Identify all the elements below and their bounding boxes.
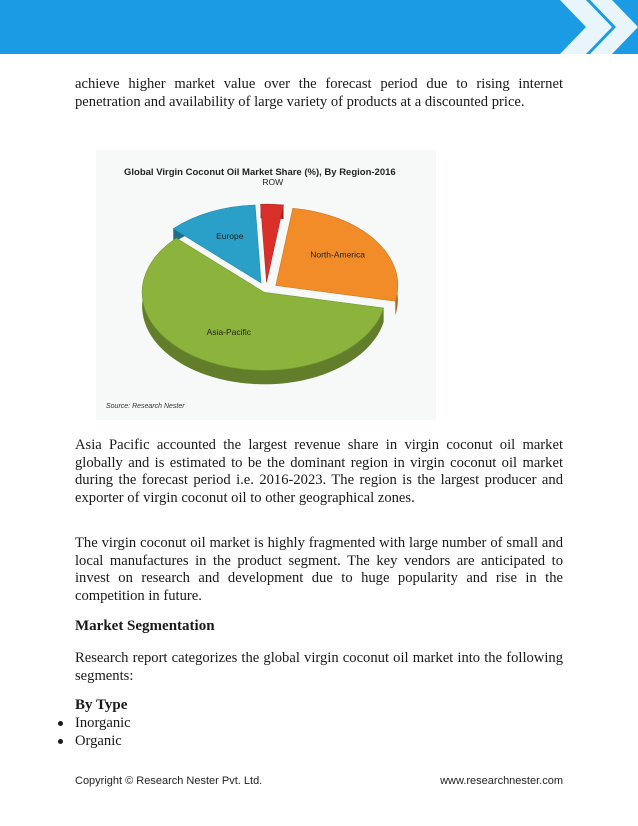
segmentation-paragraph: Research report categorizes the global virgin coconut oil market into the following segments: — [75, 650, 563, 684]
type-organic: Organic — [75, 733, 122, 749]
website-link[interactable]: www.researchnester.com — [440, 775, 563, 787]
chart-title: Global Virgin Coconut Oil Market Share (%), By Region-2016 — [124, 167, 396, 178]
pie-chart — [96, 150, 436, 420]
pie-label-asia-pacific: Asia-Pacific — [206, 327, 252, 338]
copyright-text: Copyright © Research Nester Pvt. Ltd. — [75, 775, 263, 787]
pie-label-north-america: North-America — [310, 249, 366, 260]
type-list — [58, 714, 131, 750]
banner-bar — [0, 0, 638, 54]
intro-paragraph: achieve higher market value over the forecast period due to rising internet penetration and availability of large variety of products at a discounted price. — [75, 76, 563, 110]
pie-label-row: ROW — [262, 176, 284, 187]
header-banner — [0, 0, 638, 54]
list-item — [58, 714, 131, 732]
type-inorganic: Inorganic — [75, 715, 131, 731]
list-item — [58, 732, 131, 750]
by-type-heading: By Type — [75, 697, 128, 713]
pie-label-europe: Europe — [216, 230, 244, 241]
vendors-paragraph: The virgin coconut oil market is highly fragmented with large number of small and local manufactures in the product segment. The key vendors are anticipated to invest on research and development due to huge popularity and rise in the competition in future. — [75, 535, 563, 604]
bullet-icon — [58, 739, 63, 744]
page-footer — [75, 775, 563, 791]
segmentation-heading: Market Segmentation — [75, 618, 215, 634]
asia-pacific-paragraph: Asia Pacific accounted the largest revenue share in virgin coconut oil market globally and is estimated to be the dominant region in virgin coconut oil market during the forecast period i.e. 2016-2023. The region is the largest producer and exporter of virgin coconut oil to other geographical zones. — [75, 437, 563, 506]
bullet-icon — [58, 721, 63, 726]
pie-chart-svg — [96, 150, 436, 420]
chart-source: Source: Research Nester — [106, 403, 185, 410]
